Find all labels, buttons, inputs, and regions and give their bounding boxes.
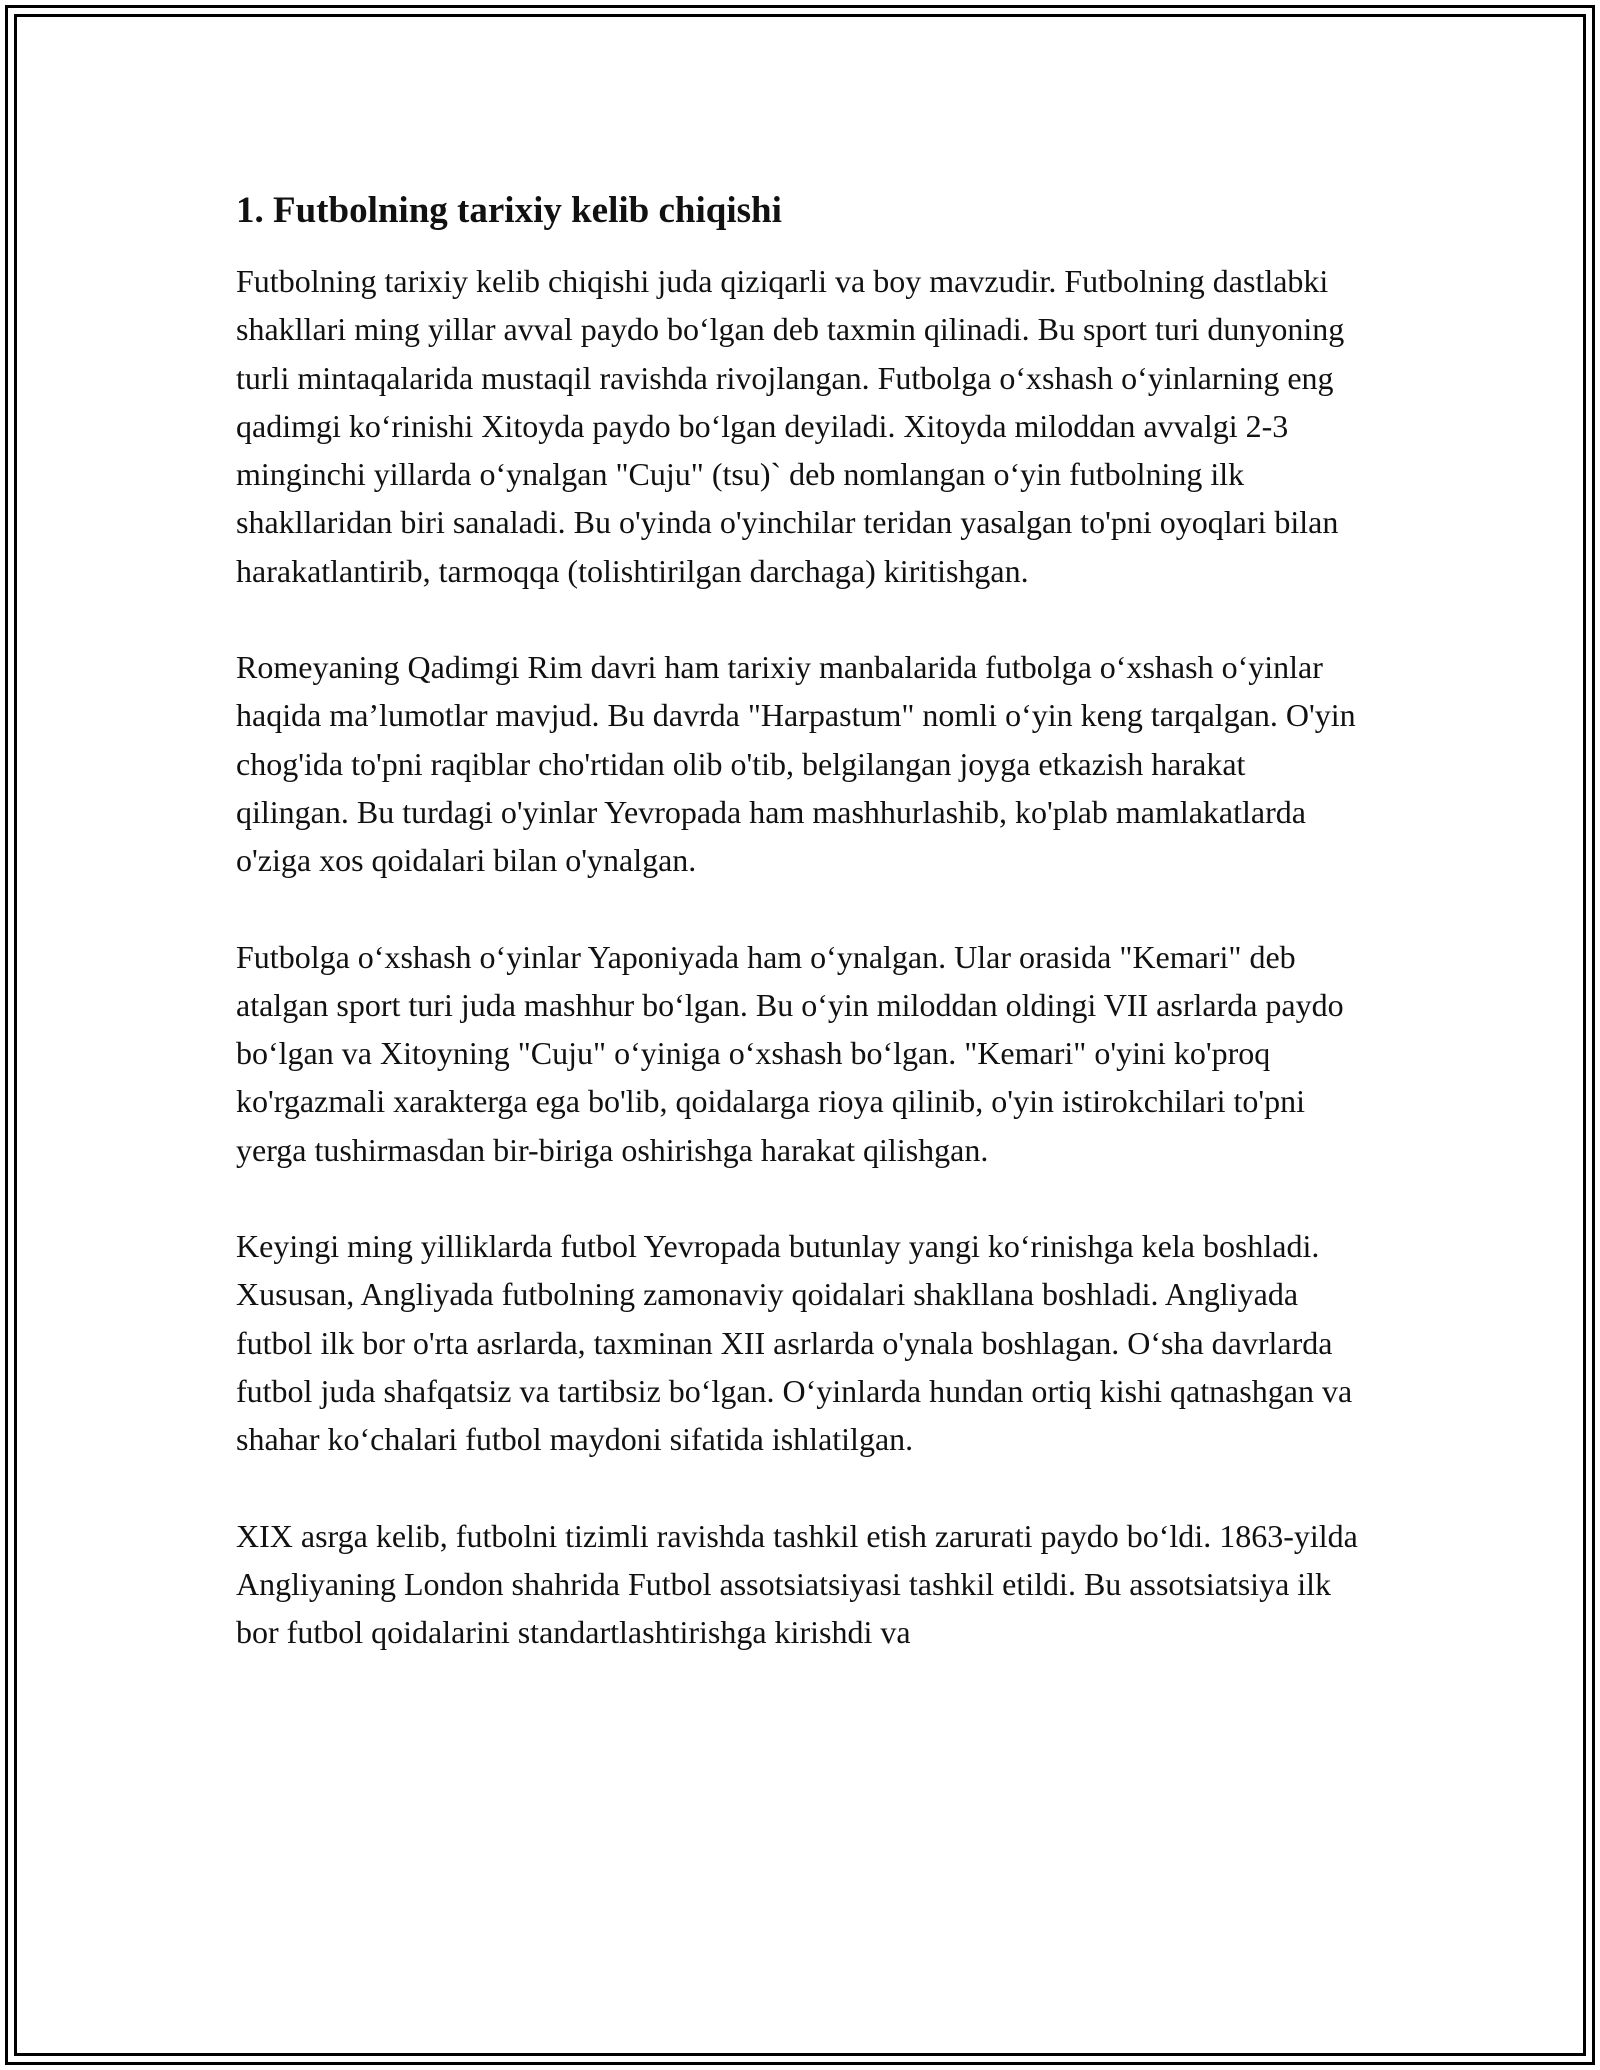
paragraph-1: Futbolning tarixiy kelib chiqishi juda qiziqarli va boy mavzudir. Futbolning dastlabki shakllari ming yillar avval paydo bo‘lgan deb taxmin qilinadi. Bu sport turi dunyoning turli mintaqalarida mustaqil ravishda rivojlangan. Futbolga o‘xshash o‘yinlarning eng qadimgi ko‘rinishi Xitoyda paydo bo‘lgan deyiladi. Xitoyda miloddan avvalgi 2-3 minginchi yillarda o‘ynalgan "Cuju" (tsu)` deb nomlangan o‘yin futbolning ilk shakllaridan biri sanaladi. Bu o'yinda o'yinchilar teridan yasalgan to'pni oyoqlari bilan harakatlantirib, tarmoqqa (tolishtirilgan darchaga) kiritishgan. (236, 263, 1345, 589)
paragraph-4: Keyingi ming yilliklarda futbol Yevropada butunlay yangi ko‘rinishga kela boshladi. Xususan, Angliyada futbolning zamonaviy qoidalari shakllana boshladi. Angliyada futbol ilk bor o'rta asrlarda, taxminan XII asrlarda o'ynala boshlagan. O‘sha davrlarda futbol juda shafqatsiz va tartibsiz bo‘lgan. O‘yinlarda hundan ortiq kishi qatnashgan va shahar ko‘chalari futbol maydoni sifatida ishlatilgan. (236, 1228, 1353, 1458)
paragraph-3: Futbolga o‘xshash o‘yinlar Yaponiyada ham o‘ynalgan. Ular orasida "Kemari" deb atalgan sport turi juda mashhur bo‘lgan. Bu o‘yin miloddan oldingi VII asrlarda paydo bo‘lgan va Xitoyning "Cuju" o‘yiniga o‘xshash bo‘lgan. "Kemari" o'yini ko'proq ko'rgazmali xarakterga ega bo'lib, qoidalarga rioya qilinib, o'yin istirokchilari to'pni yerga tushirmasdan bir-biriga oshirishga harakat qilishgan. (236, 938, 1344, 1168)
paragraph-5: XIX asrga kelib, futbolni tizimli ravishda tashkil etish zarurati paydo bo‘ldi. 1863-yilda Angliyaning London shahrida Futbol assotsiatsiyasi tashkil etildi. Bu assotsiatsiya ilk bor futbol qoidalarini standartlashtirishga kirishdi va (236, 1517, 1358, 1651)
section-heading: 1. Futbolning tarixiy kelib chiqishi (236, 190, 782, 231)
paragraph-2: Romeyaning Qadimgi Rim davri ham tarixiy manbalarida futbolga o‘xshash o‘yinlar haqida ma’lumotlar mavjud. Bu davrda "Harpastum" nomli o‘yin keng tarqalgan. O'yin chog'ida to'pni raqiblar cho'rtidan olib o'tib, belgilangan joyga etkazish harakat qilingan. Bu turdagi o'yinlar Yevropada ham mashhurlashib, ko'plab mamlakatlarda o'ziga xos qoidalari bilan o'ynalgan. (236, 649, 1356, 879)
document-body (236, 187, 1366, 1704)
